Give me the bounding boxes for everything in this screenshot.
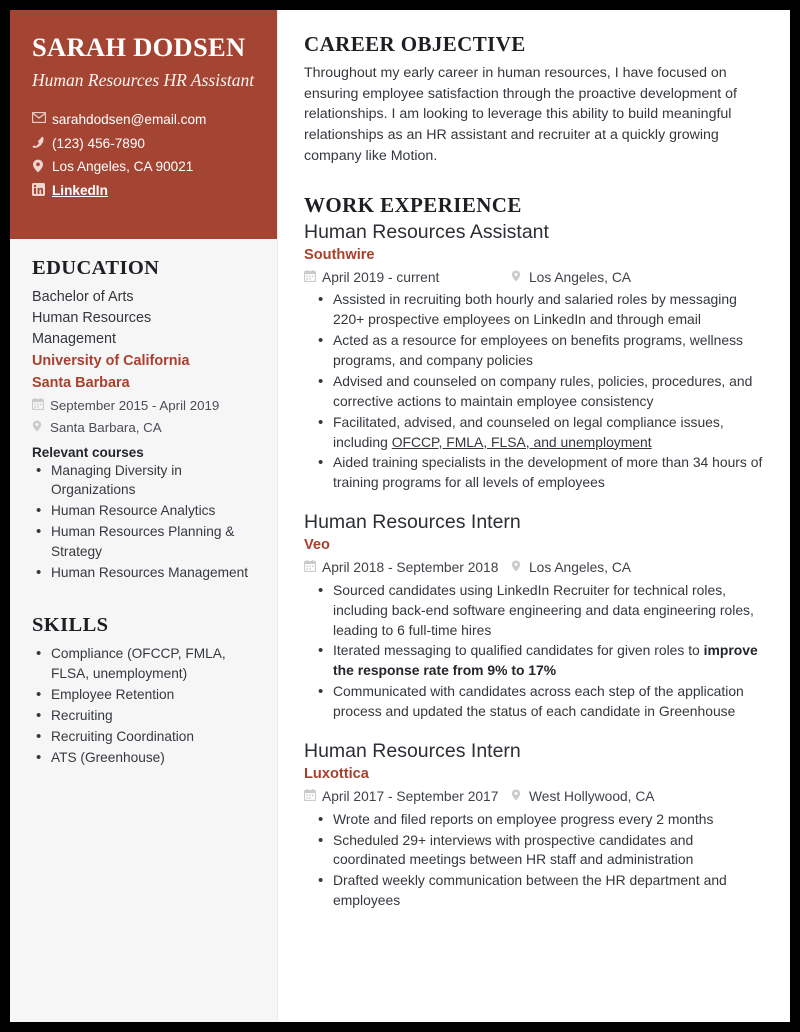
- work-experience-entry: [304, 739, 764, 911]
- phone-icon: [32, 136, 52, 149]
- list-item: • Recruiting: [34, 706, 255, 725]
- education-school-line2: Santa Barbara: [32, 375, 130, 392]
- career-objective-section: [304, 32, 764, 167]
- list-item: • Human Resources Planning & Strategy: [34, 522, 255, 561]
- list-item: • Employee Retention: [34, 685, 255, 704]
- job-dates-row: [304, 787, 511, 808]
- job-company: Southwire: [304, 247, 375, 264]
- linkedin-link[interactable]: LinkedIn: [52, 182, 108, 198]
- calendar-icon: [32, 398, 50, 410]
- education-school-line1: University of California: [32, 353, 190, 370]
- job-meta: [304, 787, 764, 808]
- relevant-courses-list: [34, 461, 255, 582]
- location-pin-icon: [32, 159, 52, 173]
- education-degree: Bachelor of Arts: [32, 289, 134, 305]
- candidate-job-title: Human Resources HR Assistant: [32, 70, 255, 91]
- job-dates: April 2018 - September 2018: [322, 560, 499, 576]
- job-meta: [304, 268, 764, 289]
- education-location: Santa Barbara, CA: [50, 420, 162, 436]
- sidebar-body: [10, 239, 277, 788]
- contact-item-phone: [32, 134, 255, 155]
- skills-list: [34, 644, 255, 767]
- list-item: • Managing Diversity in Organizations: [34, 461, 255, 500]
- job-role: Human Resources Intern: [304, 739, 521, 762]
- calendar-icon: [304, 270, 322, 282]
- job-dates-row: [304, 558, 511, 579]
- main-content: [278, 10, 790, 1022]
- list-item: • Scheduled 29+ interviews with prospective candidates and coordinated meetings between HR staff and administration: [316, 831, 764, 871]
- contact-email-text: sarahdodsen@email.com: [52, 111, 207, 127]
- job-location-row: [511, 787, 655, 808]
- job-location: West Hollywood, CA: [529, 789, 655, 805]
- job-role: Human Resources Intern: [304, 511, 521, 534]
- location-pin-icon: [511, 789, 529, 801]
- job-location-row: [511, 558, 631, 579]
- job-dates: April 2017 - September 2017: [322, 789, 499, 805]
- job-bullets: [316, 290, 764, 493]
- education-section: [32, 257, 255, 582]
- sidebar-header: [10, 10, 277, 239]
- career-objective-text: Throughout my early career in human resources, I have focused on ensuring employee satisfaction through the proactive development of relationships. I am looking to leverage this ability to build meaningful relationships as an HR assistant and recruiter at a quickly growing company like Motion.: [304, 65, 737, 164]
- list-item: • Assisted in recruiting both hourly and salaried roles by messaging 220+ prospective employees on LinkedIn and through email: [316, 290, 764, 330]
- list-item: • Advised and counseled on company rules, policies, procedures, and corrective actions to maintain employee consistency: [316, 372, 764, 412]
- sidebar: [10, 10, 278, 1022]
- education-dates-row: [32, 396, 255, 416]
- education-section-title: EDUCATION: [32, 257, 160, 279]
- skills-section-title: SKILLS: [32, 614, 109, 637]
- list-item: • ATS (Greenhouse): [34, 748, 255, 767]
- job-dates: April 2019 - current: [322, 269, 440, 285]
- job-location: Los Angeles, CA: [529, 560, 632, 576]
- list-item: • Human Resources Management: [34, 563, 255, 582]
- list-item: • Iterated messaging to qualified candidates for given roles to improve the response rate from 9% to 17%: [316, 641, 764, 681]
- envelope-icon: [32, 112, 52, 123]
- contact-item-email: [32, 110, 255, 131]
- contact-item-linkedin[interactable]: [32, 181, 255, 202]
- work-experience-entry: [304, 220, 764, 493]
- contact-item-location: [32, 157, 255, 178]
- list-item: • Acted as a resource for employees on benefits programs, wellness programs, and company policies: [316, 331, 764, 371]
- job-company: Veo: [304, 537, 330, 554]
- work-experience-section: [304, 193, 764, 911]
- work-experience-title: WORK EXPERIENCE: [304, 192, 522, 217]
- relevant-courses-label: Relevant courses: [32, 445, 144, 461]
- job-location: Los Angeles, CA: [529, 269, 632, 285]
- work-experience-list: [304, 220, 764, 911]
- linkedin-icon: [32, 183, 52, 196]
- list-item: • Recruiting Coordination: [34, 727, 255, 746]
- skills-section: [32, 614, 255, 767]
- education-major-line2: Management: [32, 331, 116, 348]
- list-item: • Wrote and filed reports on employee progress every 2 months: [316, 810, 764, 830]
- resume-page: [10, 10, 790, 1022]
- contact-phone-text: (123) 456-7890: [52, 135, 145, 151]
- job-bullets: [316, 581, 764, 722]
- list-item: • Human Resource Analytics: [34, 501, 255, 520]
- job-company: Luxottica: [304, 766, 369, 783]
- job-role: Human Resources Assistant: [304, 220, 549, 243]
- location-pin-icon: [511, 270, 529, 282]
- education-location-row: [32, 418, 255, 438]
- list-item: • Compliance (OFCCP, FMLA, FLSA, unemployment): [34, 644, 255, 683]
- job-bullets: [316, 810, 764, 911]
- candidate-name: SARAH DODSEN: [32, 32, 246, 62]
- list-item: • Communicated with candidates across each step of the application process and updated the status of each candidate in Greenhouse: [316, 682, 764, 722]
- contact-location-text: Los Angeles, CA 90021: [52, 159, 194, 175]
- education-major-line1: Human Resources: [32, 310, 152, 327]
- calendar-icon: [304, 560, 322, 572]
- list-item: • Aided training specialists in the development of more than 34 hours of training programs for all levels of employees: [316, 453, 764, 493]
- job-dates-row: [304, 268, 511, 289]
- education-dates: September 2015 - April 2019: [50, 398, 220, 414]
- list-item: • Drafted weekly communication between the HR department and employees: [316, 871, 764, 911]
- contact-list: [32, 110, 255, 202]
- job-location-row: [511, 268, 631, 289]
- location-pin-icon: [511, 560, 529, 572]
- location-pin-icon: [32, 420, 50, 432]
- job-meta: [304, 558, 764, 579]
- calendar-icon: [304, 789, 322, 801]
- list-item: • Sourced candidates using LinkedIn Recruiter for technical roles, including back-end software engineering and data engineering roles, leading to 6 full-time hires: [316, 581, 764, 641]
- work-experience-entry: [304, 510, 764, 722]
- list-item: • Facilitated, advised, and counseled on legal compliance issues, including OFCCP, FMLA, FLSA, and unemployment: [316, 413, 764, 453]
- career-objective-title: CAREER OBJECTIVE: [304, 32, 526, 56]
